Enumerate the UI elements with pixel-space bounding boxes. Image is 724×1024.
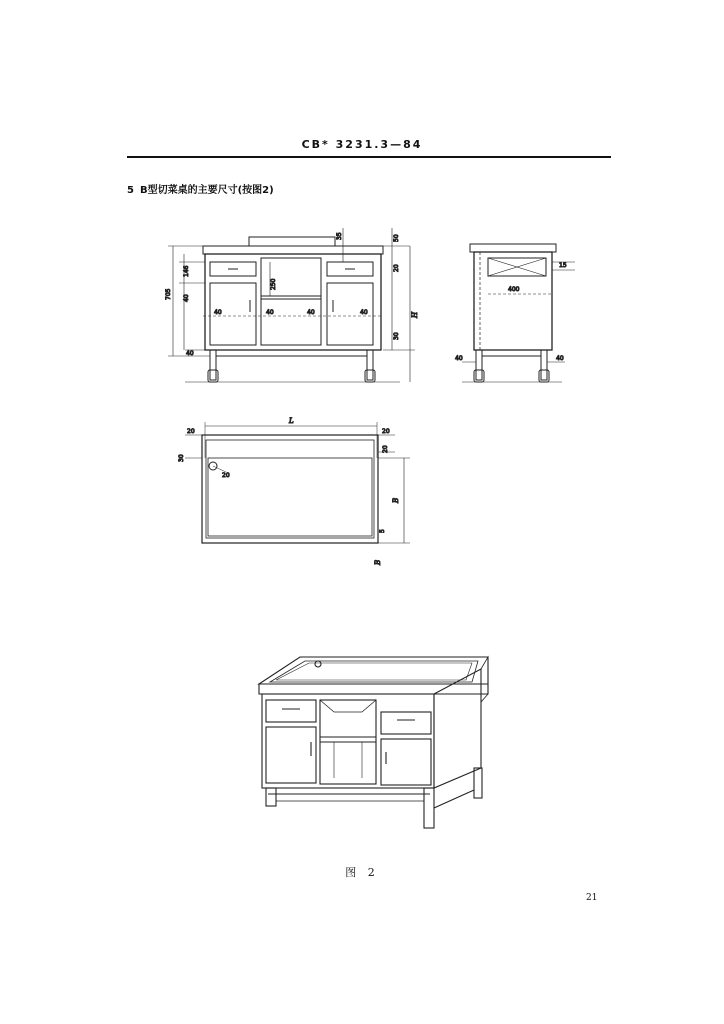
front-leg-left — [210, 350, 216, 380]
dim-20: 20 — [393, 264, 400, 272]
plan-dim-L: L — [289, 417, 294, 425]
page-number: 21 — [586, 893, 598, 903]
dim-40-d: 40 — [360, 309, 368, 316]
dim-30: 30 — [393, 332, 400, 340]
front-body — [205, 254, 381, 350]
dim-146: 146 — [183, 265, 190, 277]
iso-drawer-left — [266, 700, 316, 722]
plan-dim-20-hole: 20 — [222, 472, 230, 479]
plan-dim-20-tr: 20 — [382, 428, 390, 435]
side-dim-40-left: 40 — [455, 355, 463, 362]
side-dim-400: 400 — [508, 286, 520, 293]
dim-705: 705 — [165, 288, 172, 300]
section-title: B型切菜桌的主要尺寸(按图2) — [139, 185, 274, 196]
plan-outer — [202, 435, 378, 543]
side-body — [474, 252, 552, 350]
plan-dim-B2: B — [374, 559, 382, 565]
figure-caption: 图 2 — [345, 866, 379, 879]
dim-250: 250 — [270, 278, 277, 290]
side-dim-40-right: 40 — [556, 355, 564, 362]
iso-door-right — [381, 739, 431, 785]
dim-35: 35 — [336, 232, 343, 240]
plan-inner — [208, 458, 372, 536]
side-dim-15: 15 — [559, 262, 567, 269]
isometric-view — [259, 657, 488, 828]
front-top-slab — [203, 246, 383, 254]
dim-40-c: 40 — [307, 309, 315, 316]
dim-40-a: 40 — [214, 309, 222, 316]
dim-H: H — [411, 311, 419, 318]
iso-leg-back-right — [474, 768, 482, 798]
side-top-slab — [470, 244, 556, 252]
dim-40-b: 40 — [266, 309, 274, 316]
iso-leg-front-left — [266, 788, 276, 806]
dim-40-left: 40 — [183, 294, 190, 302]
plan-dim-B: B — [392, 497, 400, 503]
front-view — [168, 228, 415, 382]
front-top-board — [249, 237, 335, 246]
iso-drawer-right — [381, 712, 431, 734]
plan-dim-5: 5 — [379, 529, 386, 533]
plan-dim-30: 30 — [178, 454, 185, 462]
iso-top-front-edge — [259, 684, 488, 694]
dim-40-bottom: 40 — [186, 350, 194, 357]
side-leg-left — [476, 350, 482, 380]
dim-50: 50 — [393, 234, 400, 242]
front-leg-right — [367, 350, 373, 380]
iso-door-left — [266, 727, 316, 783]
standard-code: CB* 3231.3—84 — [301, 138, 423, 151]
plan-view — [185, 422, 410, 543]
side-leg-right — [541, 350, 547, 380]
plan-dim-20-r: 20 — [382, 445, 389, 453]
iso-body-front — [262, 694, 434, 788]
plan-dim-20-tl: 20 — [187, 428, 195, 435]
section-number: 5 — [127, 185, 134, 196]
